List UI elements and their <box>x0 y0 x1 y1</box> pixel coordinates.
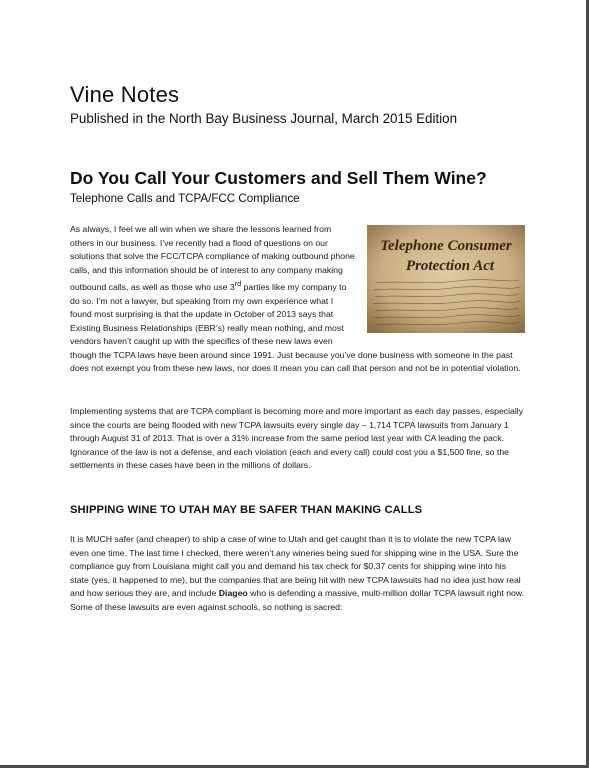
page-title: Vine Notes <box>70 82 180 107</box>
article-subheading: Telephone Calls and TCPA/FCC Compliance <box>70 192 300 205</box>
section-heading-utah: SHIPPING WINE TO UTAH MAY BE SAFER THAN MAKING CALLS <box>70 504 423 516</box>
paragraph-intro-part1: As always, I feel we all win when we share the lessons learned from others in our business. I’ve recently had a flood of questions on our solutions that solve the FCC/TCPA compliance of making outbound phone calls, and this information should be of interest to any company making outbound calls, as well as those who use 3 <box>70 224 355 293</box>
paragraph-compliance: Implementing systems that are TCPA compliant is becoming more and more important as each day passes, especially since the courts are being flooded with new TCPA lawsuits every single day – 1,714 TCPA lawsuits from January 1 through August 31 of 2013. That is over a 31% increase from the same period last year with CA leading the pack. Ignorance of the law is not a defense, and each violation (each and every call) could cost you a $1,500 fine, so the settlements in these cases have been in the millions of dollars. <box>70 406 524 471</box>
paragraph-intro-sup: rd <box>234 279 242 289</box>
paragraph-utah-part2: who is defending a massive, multi-million dollar TCPA lawsuit right now. Some of these lawsuits are even against schools, so nothing is sacred: <box>70 588 525 612</box>
image-caption-line2: Protection Act <box>405 258 495 274</box>
tcpa-document-image <box>367 225 525 333</box>
paragraph-utah-part1: It is MUCH safer (and cheaper) to ship a case of wine to Utah and get caught than it is to violate the new TCPA law even one time. The last time I checked, there weren’t any wineries being sued for shipping wine in the USA. Sure the compliance guy from Louisiana might call you and demand his tax check for $0.37 cents for shipping wine into his state (yes, it happened to me), but the companies that are being hit with new TCPA lawsuits had no idea just how real and how serious they are, and include <box>70 534 521 599</box>
page-subtitle: Published in the North Bay Business Journal, March 2015 Edition <box>70 111 458 126</box>
article-heading: Do You Call Your Customers and Sell Them Wine? <box>70 168 487 188</box>
paragraph-intro-part2: parties like my company to do so. I’m not a lawyer, but speaking from my own experience what I found most surprising is that the update in October of 2013 says that Existing Business Relationships (EBR’s) really mean nothing, and most vendors haven’t caught up with the specifics of these new laws even though the TCPA laws have been around since 1991. Just because you’ve done business with someone in the past does not exempt you from these new laws, nor does it mean you can call that person and not be in potential violation. <box>70 282 521 374</box>
paragraph-intro-wrapper <box>70 223 525 376</box>
image-caption-line1: Telephone Consumer <box>380 238 512 254</box>
paragraph-utah <box>70 533 525 614</box>
paragraph-utah-bold: Diageo <box>218 588 248 599</box>
